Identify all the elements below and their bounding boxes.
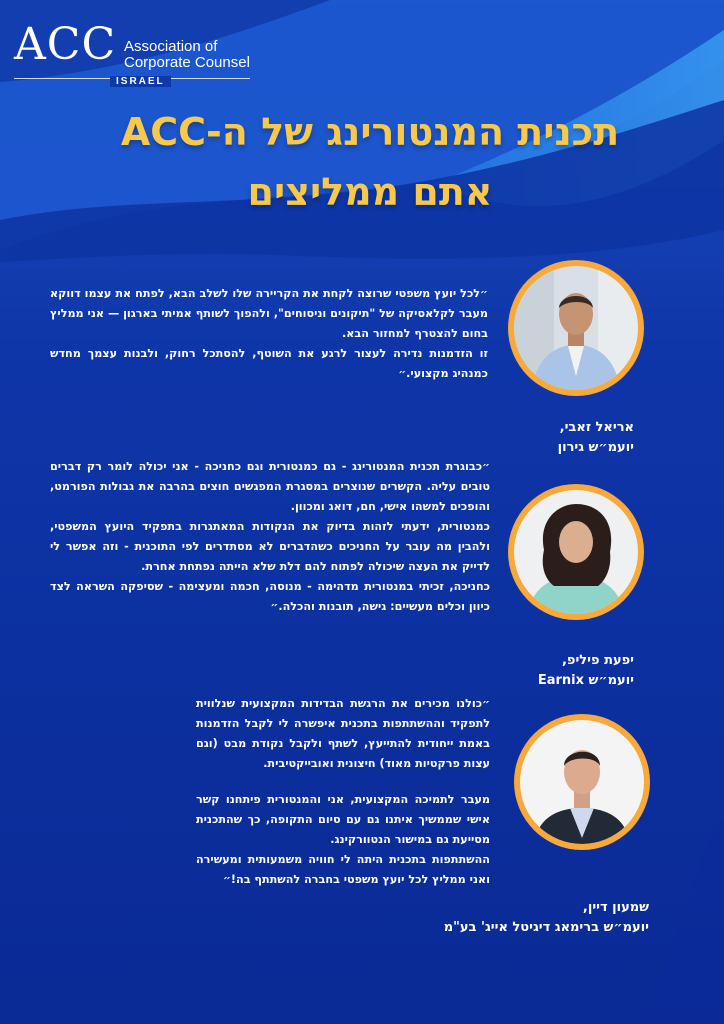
logo-org-line1: Association of [124, 38, 218, 55]
logo-country: ISRAEL [110, 76, 171, 87]
quote-paragraph: כחניכה, זכיתי במנטורית מדהימה - מנוסה, חכמה ומעצימה - שסיפקה השראה לצד כיוון וכלים מעשיים: גישה, תובנות והכלה.״ [50, 580, 490, 613]
page-title: תכנית המנטורינג של ה-ACC [120, 110, 620, 154]
speaker-photo [508, 260, 644, 396]
testimonial-quote [50, 457, 490, 617]
quote-paragraph: מעבר לתמיכה המקצועית, אני והמנטורית פיתחנו קשר אישי שממשיך איתנו גם עם סיום התקופה, כך שהתכנית מסייעת גם במישור הנטוורקינג. [196, 793, 490, 846]
testimonial-quote [196, 694, 490, 890]
speaker-photo [514, 714, 650, 850]
person-portrait-icon [520, 720, 644, 844]
person-portrait-icon [514, 490, 638, 614]
speaker-name [444, 898, 649, 938]
quote-paragraph: ההשתתפות בתכנית היתה לי חוויה משמעותית ומעשירה ואני ממליץ לכל יועץ משפטי בחברה להשתתף בה!״ [196, 853, 490, 886]
testimonial-quote [50, 284, 488, 384]
speaker-role: יועמ״ש ברימאג דיגיטל אייג' בע"מ [443, 920, 649, 935]
logo-acronym: ACC [14, 19, 117, 70]
quote-paragraph: זו הזדמנות נדירה לעצור לרגע את השוטף, להסתכל רחוק, ולבנות עצמך מחדש כמנהיג מקצועי.״ [50, 347, 488, 380]
person-portrait-icon [514, 266, 638, 390]
speaker-photo [508, 484, 644, 620]
quote-paragraph: ״כבוגרת תכנית המנטורינג - גם כמנטורית וגם כחניכה - אני יכולה לומר רק דברים טובים עליה. הקשרים שנוצרים במסגרת המפגשים חוצים בהרבה את גבולות הפורמט, והופכים למשהו אישי, חם, דואג ומכוון. [50, 460, 490, 513]
speaker-role: יועמ״ש גירון [557, 440, 634, 455]
quote-paragraph: כמנטורית, ידעתי לזהות בדיוק את הנקודות המאתגרות בתפקיד היועץ המשפטי, ולהבין מה עובר על החניכים כשהדברים לא מסתדרים לפי התוכנית - וזה אפשר לי לדייק את העצה שיכולה לפתוח להם דלת שלא הייתה נפתחת אחרת. [50, 520, 490, 573]
page-subtitle: אתם ממליצים [247, 170, 493, 214]
speaker-role: יועמ״ש Earnix [537, 673, 634, 688]
logo-org-line2: Corporate Counsel [124, 54, 250, 71]
speaker-name-text: שמעון דיין, [582, 900, 649, 915]
quote-paragraph: ״כולנו מכירים את הרגשת הבדידות המקצועית שנלווית לתפקיד וההשתתפות בתכנית איפשרה לי לקבל הזדמנות באמת ייחודית להתייעץ, לשתף ולקבל נקודת מבט (וגם עצות פרקטיות מאוד) חיצונית ואובייקטיבית. [196, 697, 490, 770]
speaker-name-text: יפעת פיליפ, [561, 653, 634, 668]
speaker-name [538, 651, 634, 691]
quote-paragraph: ״לכל יועץ משפטי שרוצה לקחת את הקריירה שלו לשלב הבא, לפתח את עצמו דווקא מעבר לקלאסיקה של "תיקונים וניסוחים", ולהפוך לשותף אמיתי בארגון — אני ממליץ בחום להצטרף למחזור הבא. [50, 287, 488, 340]
speaker-name [558, 418, 634, 458]
speaker-name-text: אריאל זאבי, [559, 420, 634, 435]
acc-israel-logo [14, 18, 254, 90]
